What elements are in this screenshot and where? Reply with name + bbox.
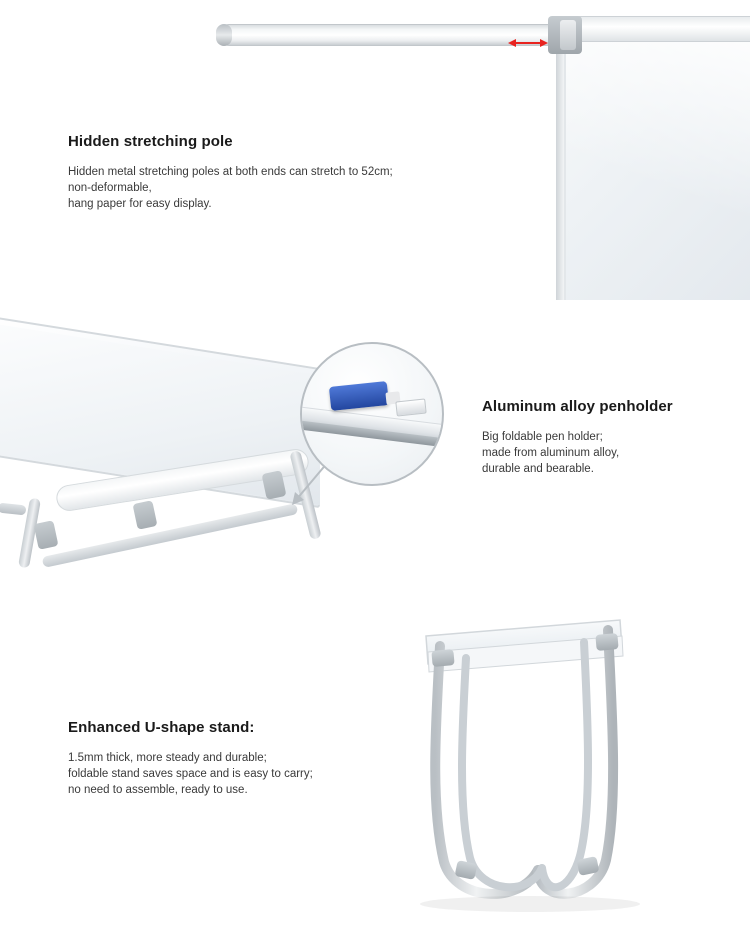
penholder-description-line-2: made from aluminum alloy, [482,447,620,459]
pole-description [68,164,468,212]
stretching-pole-joint-inner [560,20,576,50]
blue-marker-pen-icon [329,381,389,411]
section-hidden-stretching-pole [0,0,750,330]
double-arrow-icon [508,38,548,48]
stand-ground-shadow [420,896,640,912]
whiteboard-top-frame [560,16,750,42]
stand-title: Enhanced U-shape stand: [68,719,255,736]
stretching-pole-bar [218,24,558,46]
pole-description-line-2: non-deformable, [68,182,152,194]
stand-foot-cap [0,503,26,516]
stand-clip-upper-left [431,649,454,667]
pole-description-line-3: hang paper for easy display. [68,198,212,210]
penholder-title: Aluminum alloy penholder [482,398,673,415]
section-aluminum-alloy-penholder [0,330,750,615]
whiteboard-left-edge [556,42,564,300]
penholder-description [482,429,732,477]
stand-inner-leg-left [462,658,542,887]
pole-description-line-1: Hidden metal stretching poles at both ends can stretch to 52cm; [68,166,393,178]
stand-description-line-1: 1.5mm thick, more steady and durable; [68,752,267,764]
penholder-description-line-3: durable and bearable. [482,463,594,475]
stand-inner-leg-right [542,642,588,887]
pole-text-block [68,133,468,212]
section-enhanced-u-shape-stand [0,612,750,934]
stand-rear-leg-frame [435,646,538,894]
stand-description [68,750,428,798]
penholder-text-block [482,398,732,477]
stand-description-line-3: no need to assemble, ready to use. [68,784,248,796]
stand-clip-left [34,520,59,550]
stand-clip-upper-right [595,633,618,651]
penholder-magnifier-callout [300,342,444,486]
stand-clip-middle [133,500,158,530]
stand-description-line-2: foldable stand saves space and is easy to carry; [68,768,313,780]
whiteboard-surface-top [560,42,750,300]
stand-text-block [68,719,428,798]
stand-front-leg-frame [538,630,613,894]
stretching-pole-end-cap [216,24,232,46]
pole-title: Hidden stretching pole [68,133,233,150]
penholder-description-line-1: Big foldable pen holder; [482,431,603,443]
white-eraser-icon [395,398,426,416]
stand-whiteboard-panel [426,620,623,672]
stand-cross-bar [42,503,299,568]
